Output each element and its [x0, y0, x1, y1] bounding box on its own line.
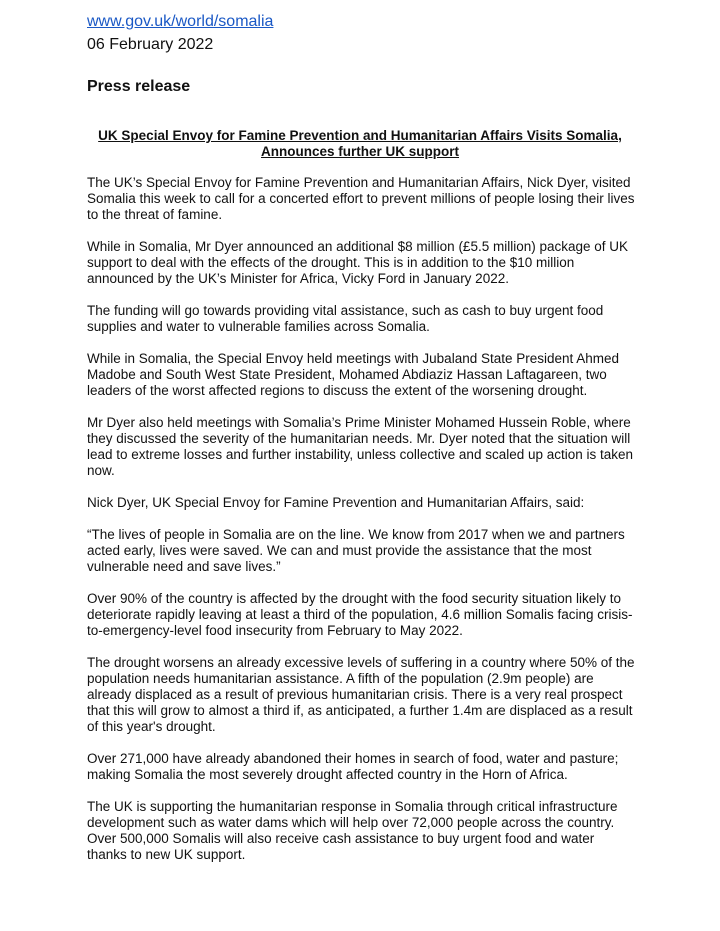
paragraph: Mr Dyer also held meetings with Somalia’s Prime Minister Mohamed Hussein Roble, where they discussed the severity of the humanitarian needs. Mr. Dyer noted that the situation will lead to extreme losses and further instability, unless collective and scaled up action is taken now.	[87, 415, 634, 478]
press-release-body	[87, 175, 637, 879]
quote-paragraph: “The lives of people in Somalia are on the line. We know from 2017 when we and partners acted early, lives were saved. We can and must provide the assistance that the most vulnerable need and save lives.”	[87, 527, 625, 574]
paragraph: Nick Dyer, UK Special Envoy for Famine Prevention and Humanitarian Affairs, said:	[87, 495, 585, 510]
document-type-heading: Press release	[87, 78, 191, 95]
press-release-title: UK Special Envoy for Famine Prevention and Humanitarian Affairs Visits Somalia, Announces further UK support	[98, 128, 622, 159]
source-url-link[interactable]: www.gov.uk/world/somalia	[87, 13, 274, 30]
paragraph: The drought worsens an already excessive levels of suffering in a country where 50% of the population needs humanitarian assistance. A fifth of the population (2.9m people) are already displaced as a result of previous humanitarian crisis. There is a very real prospect that this will grow to almost a third if, as anticipated, a further 1.4m are displaced as a result of this year's drought.	[87, 655, 635, 734]
paragraph: While in Somalia, Mr Dyer announced an additional $8 million (£5.5 million) package of UK support to deal with the effects of the drought. This is in addition to the $10 million announced by the UK’s Minister for Africa, Vicky Ford in January 2022.	[87, 239, 629, 286]
paragraph: The funding will go towards providing vital assistance, such as cash to buy urgent food supplies and water to vulnerable families across Somalia.	[87, 303, 604, 334]
paragraph: The UK’s Special Envoy for Famine Prevention and Humanitarian Affairs, Nick Dyer, visited Somalia this week to call for a concerted effort to prevent millions of people losing their lives to the threat of famine.	[87, 175, 635, 222]
release-date: 06 February 2022	[87, 36, 214, 53]
paragraph: While in Somalia, the Special Envoy held meetings with Jubaland State President Ahmed Madobe and South West State President, Mohamed Abdiaziz Hassan Laftagareen, two leaders of the worst affected regions to discuss the extent of the worsening drought.	[87, 351, 620, 398]
paragraph: The UK is supporting the humanitarian response in Somalia through critical infrastructure development such as water dams which will help over 72,000 people across the country. Over 500,000 Somalis will also receive cash assistance to buy urgent food and water thanks to new UK support.	[87, 799, 618, 862]
paragraph: Over 90% of the country is affected by the drought with the food security situation likely to deteriorate rapidly leaving at least a third of the population, 4.6 million Somalis facing crisis-to-emergency-level food insecurity from February to May 2022.	[87, 591, 633, 638]
paragraph: Over 271,000 have already abandoned their homes in search of food, water and pasture; making Somalia the most severely drought affected country in the Horn of Africa.	[87, 751, 619, 782]
